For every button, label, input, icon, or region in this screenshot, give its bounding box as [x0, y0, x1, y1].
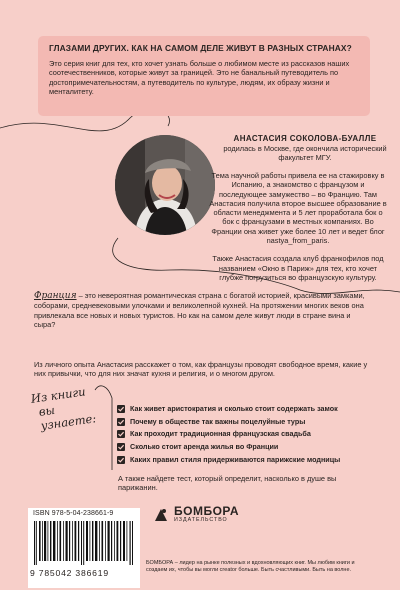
learn-title-line1: Из книги: [30, 384, 87, 406]
isbn-text: ISBN 978-5-04-238661-9: [33, 510, 114, 517]
publisher-footer: БОМБОРА – лидер на рынке полезных и вдохновляющих книг. Мы любим книги и создаем их, чтобы вы могли creator больше. Быть счастливыми. Быть на волне.: [146, 560, 355, 573]
checkmark-icon: [117, 456, 125, 464]
learn-title: [30, 381, 115, 434]
learn-list: [117, 403, 340, 467]
publisher-sub: ИЗДАТЕЛЬСТВО: [174, 517, 228, 523]
list-item-text: Почему в обществе так важны поцелуйные туры: [130, 416, 306, 426]
author-bio-paragraph-2: Также Анастасия создала клуб франкофилов под названием «Окно в Париж» для тех, кто хочет глубже погрузиться во французскую культуру.: [212, 254, 384, 282]
publisher-logo: [152, 505, 239, 524]
series-description-box: [38, 36, 370, 116]
list-item: [117, 441, 340, 454]
barcode-digits: 9 785042 386619: [30, 568, 109, 578]
series-text: Это серия книг для тех, кто хочет узнать больше о любимом месте из рассказов наших соотечественников, которые живут за границей. Это не банальный путеводитель по достопримечательностям, а путеводитель по культуре, людям, их образу жизни и менталитету.: [49, 59, 350, 97]
author-bio: [208, 171, 388, 291]
france-text: – это невероятная романтическая страна с богатой историей, красивыми замками, соборами, средневековыми улочками и великолепной кухней. На протяжении многих веков она привлекала все новых и новых туристов. Но как на самом деле живут люди в стране вина и сыра?: [34, 291, 365, 330]
list-item: [117, 403, 340, 416]
learn-title-line2: вы узнаете:: [37, 402, 98, 433]
series-title: ГЛАЗАМИ ДРУГИХ. КАК НА САМОМ ДЕЛЕ ЖИВУТ В РАЗНЫХ СТРАНАХ?: [49, 43, 352, 53]
list-item-text: Сколько стоит аренда жилья во Франции: [130, 442, 279, 452]
france-paragraph-2: Из личного опыта Анастасия расскажет о том, как французы проводят свободное время, какие у них привычки, что для них значат кухня и религия, и о многом другом.: [34, 360, 368, 379]
list-item: [117, 416, 340, 429]
also-text: А также найдете тест, который определит, насколько в душе вы парижанин.: [118, 474, 337, 493]
list-item-text: Каких правил стиля придерживаются парижские модницы: [130, 454, 341, 464]
author-photo: [115, 135, 215, 235]
list-item: [117, 454, 340, 467]
france-word: Франция: [34, 291, 77, 301]
list-item-text: Как проходит традиционная французская свадьба: [130, 429, 311, 439]
author-name: АНАСТАСИЯ СОКОЛОВА-БУАЛЛЕ: [233, 134, 377, 143]
list-item: [117, 428, 340, 441]
checkmark-icon: [117, 418, 125, 426]
publisher-name: БОМБОРА: [174, 504, 240, 518]
author-intro: родилась в Москве, где окончила исторический факультет МГУ.: [223, 144, 387, 163]
bombora-logo-icon: [152, 506, 170, 524]
author-header: [222, 134, 388, 163]
author-bio-paragraph-1: Тема научной работы привела ее на стажировку в Испанию, а знакомство с французом и последующее замужество – во Францию. Там Анастасия получила второе высшее образование в области менеджмента и 5 лет проработала бок о бок с французами в местных компаниях. Во Франции она живет уже более 10 лет и ведет блог nastya_from_paris.: [209, 171, 387, 246]
checkmark-icon: [117, 443, 125, 451]
barcode: [34, 521, 134, 565]
list-item-text: Как живет аристократия и сколько стоит содержать замок: [130, 404, 338, 413]
checkmark-icon: [117, 405, 125, 413]
france-paragraph: [34, 291, 372, 330]
checkmark-icon: [117, 430, 125, 438]
